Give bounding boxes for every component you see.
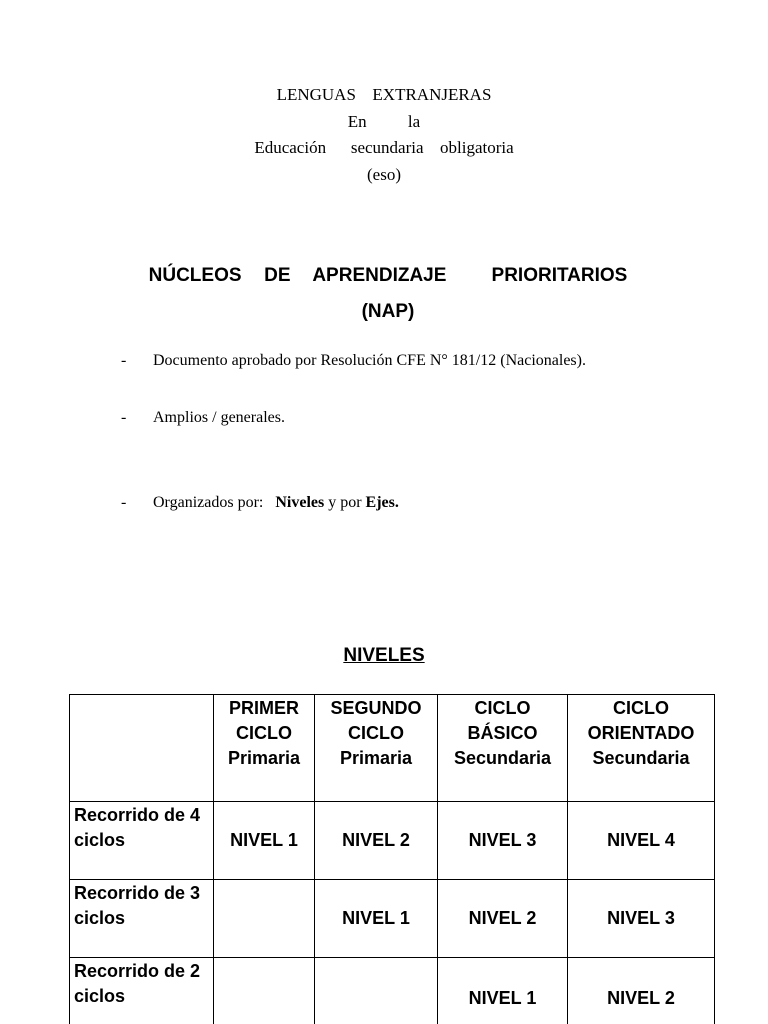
bullet-text-middle: y por [324,494,366,511]
table-row [70,802,715,880]
table-cell: NIVEL 1 [214,802,315,880]
bullet-bold-niveles: Niveles [275,494,325,511]
bullet-text: Documento aprobado por Resolución CFE N° 181/12 (Nacionales). [153,352,586,369]
header-line-3: Educación secundaria obligatoria [254,138,514,157]
row-label: Recorrido de 2 ciclos [70,958,214,1024]
header-line-2: En la [347,111,421,131]
title-line-2: (NAP) [361,301,415,322]
row-label: Recorrido de 3 ciclos [70,880,214,958]
table-cell: NIVEL 1 [315,880,438,958]
bullet-dash: - [121,409,127,426]
bullet-dash: - [121,352,127,369]
table-header-row [70,695,715,802]
section-heading-niveles: NIVELES [343,645,425,666]
table-cell: NIVEL 1 [438,958,568,1024]
header-cell-text: SEGUNDO CICLO Primaria [330,698,422,768]
table-cell: NIVEL 2 [438,880,568,958]
table-cell: NIVEL 2 [568,958,715,1024]
table-header-cell [438,695,568,802]
bullet-item-2 [121,409,285,427]
bullet-text-prefix: Organizados por: [153,494,276,511]
table-header-cell [315,695,438,802]
document-title [0,258,768,330]
bullet-dash: - [121,494,127,511]
table-row [70,958,715,1024]
table-cell: NIVEL 3 [568,880,715,958]
table-cell: NIVEL 2 [315,802,438,880]
header-cell-text: CICLO BÁSICO Secundaria [453,698,552,768]
table-header-cell [70,695,214,802]
header-cell-text: PRIMER CICLO Primaria [227,698,301,768]
title-line-1: NÚCLEOS DE APRENDIZAJE PRIORITARIOS [148,265,628,286]
header-line-1: LENGUAS EXTRANJERAS [276,85,492,104]
table-cell [315,958,438,1024]
table-cell [214,958,315,1024]
document-header [0,82,768,188]
table-cell: NIVEL 4 [568,802,715,880]
bullet-item-1 [121,352,586,370]
table-cell [214,880,315,958]
table-header-cell [568,695,715,802]
table-header-cell [214,695,315,802]
table-row [70,880,715,958]
row-label: Recorrido de 4 ciclos [70,802,214,880]
bullet-bold-ejes: Ejes. [365,494,399,511]
levels-table [69,694,715,1024]
bullet-item-3 [121,494,399,512]
header-line-4: (eso) [367,164,401,184]
table-cell: NIVEL 3 [438,802,568,880]
header-cell-text: CICLO ORIENTADO Secundaria [587,698,695,768]
bullet-text: Amplios / generales. [153,409,285,426]
